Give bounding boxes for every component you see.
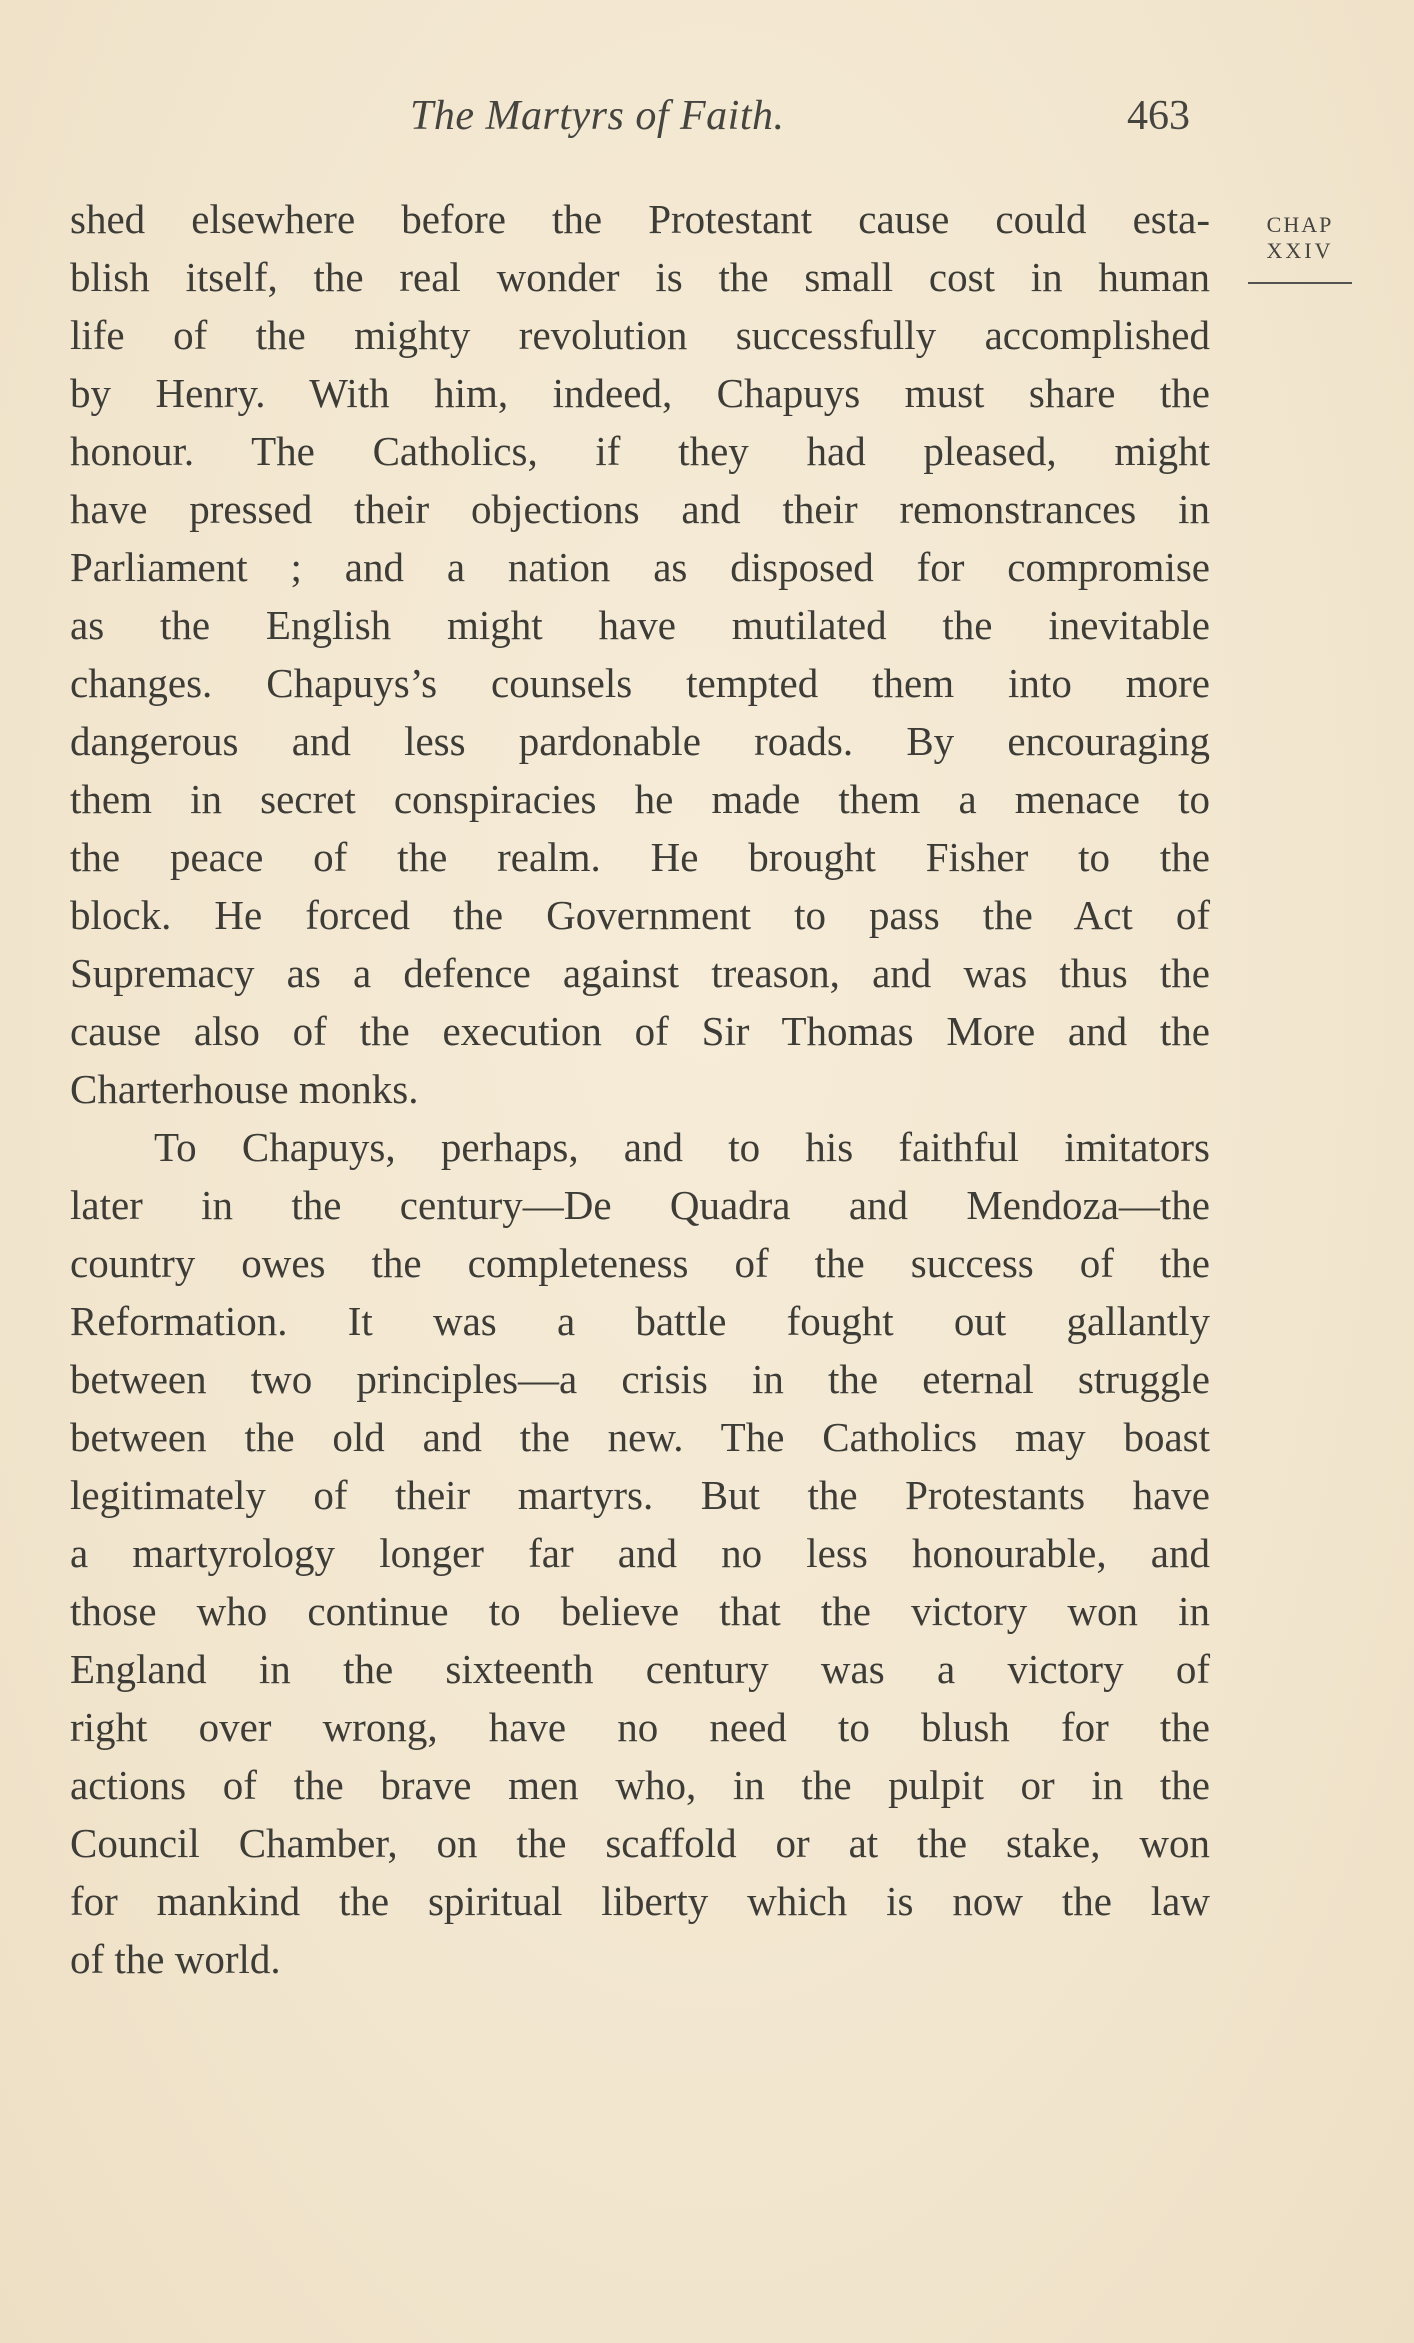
text-line: for mankind the spiritual liberty which is now the law xyxy=(70,1878,1210,1924)
text-line: To Chapuys, perhaps, and to his faithful imitators xyxy=(154,1124,1210,1170)
text-line: life of the mighty revolution successfully accomplished xyxy=(70,312,1210,358)
text-line: right over wrong, have no need to blush for the xyxy=(70,1704,1210,1750)
text-line: have pressed their objections and their remonstrances in xyxy=(70,486,1210,532)
text-line: Council Chamber, on the scaffold or at the stake, won xyxy=(70,1820,1210,1866)
paragraph-1 xyxy=(70,190,1210,1118)
text-line: between the old and the new. The Catholics may boast xyxy=(70,1414,1210,1460)
running-title: The Martyrs of Faith. xyxy=(410,93,785,139)
chapter-number: XXIV xyxy=(1248,238,1352,284)
text-line: shed elsewhere before the Protestant cause could esta- xyxy=(70,196,1210,242)
text-line: a martyrology longer far and no less honourable, and xyxy=(70,1530,1210,1576)
text-line: of the world. xyxy=(70,1936,281,1982)
text-line: Parliament ; and a nation as disposed for compromise xyxy=(70,544,1210,590)
body-text xyxy=(70,190,1210,1988)
text-line: Charterhouse monks. xyxy=(70,1066,419,1112)
text-line: England in the sixteenth century was a victory of xyxy=(70,1646,1210,1692)
text-line: Supremacy as a defence against treason, and was thus the xyxy=(70,950,1210,996)
text-line: cause also of the execution of Sir Thomas More and the xyxy=(70,1008,1210,1054)
text-line: actions of the brave men who, in the pulpit or in the xyxy=(70,1762,1210,1808)
text-line: later in the century—De Quadra and Mendoza—the xyxy=(70,1182,1210,1228)
text-line: country owes the completeness of the success of the xyxy=(70,1240,1210,1286)
text-line: those who continue to believe that the victory won in xyxy=(70,1588,1210,1634)
text-line: by Henry. With him, indeed, Chapuys must share the xyxy=(70,370,1210,416)
text-line: as the English might have mutilated the inevitable xyxy=(70,602,1210,648)
text-line: blish itself, the real wonder is the small cost in human xyxy=(70,254,1210,300)
text-line: legitimately of their martyrs. But the Protestants have xyxy=(70,1472,1210,1518)
text-line: them in secret conspiracies he made them a menace to xyxy=(70,776,1210,822)
text-line: the peace of the realm. He brought Fisher to the xyxy=(70,834,1210,880)
paragraph-2 xyxy=(70,1118,1210,1988)
text-line: block. He forced the Government to pass the Act of xyxy=(70,892,1210,938)
page-number: 463 xyxy=(1127,93,1190,139)
text-line: honour. The Catholics, if they had pleased, might xyxy=(70,428,1210,474)
text-line: changes. Chapuys’s counsels tempted them into more xyxy=(70,660,1210,706)
chapter-label: CHAP xyxy=(1266,212,1334,237)
text-line: Reformation. It was a battle fought out gallantly xyxy=(70,1298,1210,1344)
text-line: dangerous and less pardonable roads. By encouraging xyxy=(70,718,1210,764)
text-line: between two principles—a crisis in the eternal struggle xyxy=(70,1356,1210,1402)
chapter-side-note xyxy=(1248,212,1352,284)
